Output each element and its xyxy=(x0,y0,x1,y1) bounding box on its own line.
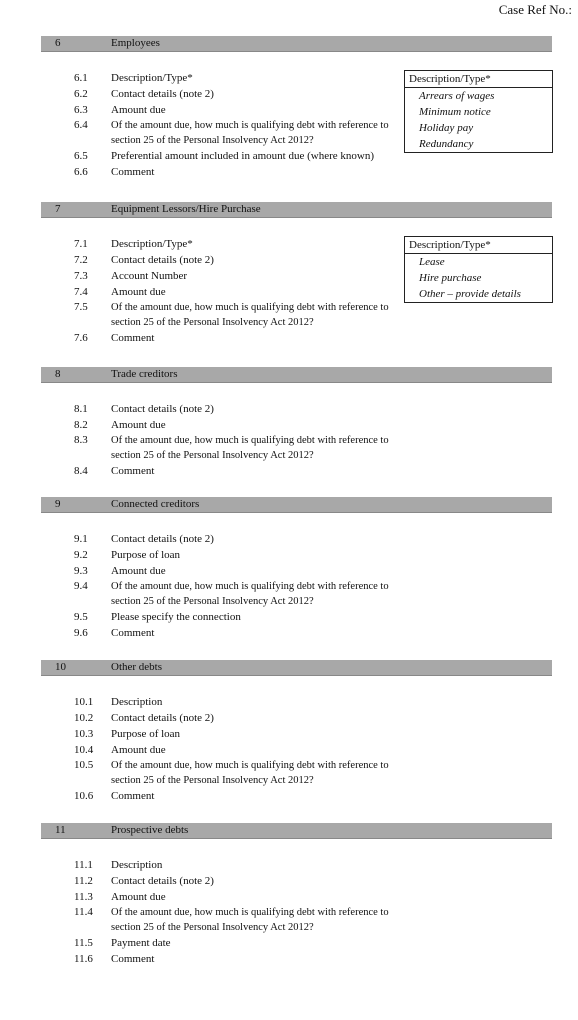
section-title: Equipment Lessors/Hire Purchase xyxy=(111,203,261,215)
item-text: Of the amount due, how much is qualifying debt with reference to section 25 of the Personal Insolvency Act 2012? xyxy=(111,120,389,146)
list-item xyxy=(41,726,552,742)
item-number: 9.6 xyxy=(74,627,88,639)
item-number: 11.1 xyxy=(74,859,93,871)
item-number: 10.1 xyxy=(74,696,94,708)
item-text: Purpose of loan xyxy=(111,728,181,740)
section-title: Employees xyxy=(111,37,160,49)
item-number: 9.3 xyxy=(74,565,88,577)
item-text: Comment xyxy=(111,332,155,344)
section-number: 6 xyxy=(55,37,61,49)
item-text: Purpose of loan xyxy=(111,549,181,561)
item-text: Of the amount due, how much is qualifying debt with reference to section 25 of the Personal Insolvency Act 2012? xyxy=(111,907,389,933)
item-text: Of the amount due, how much is qualifying debt with reference to section 25 of the Personal Insolvency Act 2012? xyxy=(111,435,389,461)
list-item xyxy=(41,889,552,905)
section-title: Trade creditors xyxy=(111,368,178,380)
item-number: 10.6 xyxy=(74,790,94,802)
list-item xyxy=(41,579,552,609)
type-option: Other – provide details xyxy=(419,288,521,300)
list-item xyxy=(41,788,552,804)
section-10 xyxy=(41,660,552,804)
item-text: Amount due xyxy=(111,419,166,431)
item-number: 9.1 xyxy=(74,533,88,545)
item-list xyxy=(41,857,552,967)
list-item xyxy=(41,463,552,479)
item-number: 10.5 xyxy=(74,759,94,771)
type-option: Arrears of wages xyxy=(419,90,495,102)
item-text: Comment xyxy=(111,627,155,639)
type-box-header: Description/Type* xyxy=(405,237,552,254)
list-item xyxy=(41,547,552,563)
item-text: Account Number xyxy=(111,270,188,282)
section-header xyxy=(41,497,552,513)
item-text: Contact details (note 2) xyxy=(111,88,214,100)
item-number: 9.2 xyxy=(74,549,88,561)
list-item xyxy=(41,531,552,547)
item-number: 9.5 xyxy=(74,611,88,623)
type-option: Minimum notice xyxy=(419,106,491,118)
list-item xyxy=(41,857,552,873)
section-9 xyxy=(41,497,552,641)
section-6 xyxy=(41,36,552,180)
list-item xyxy=(41,694,552,710)
type-option: Redundancy xyxy=(419,138,474,150)
item-text: Amount due xyxy=(111,565,166,577)
description-type-box xyxy=(404,70,553,153)
list-item xyxy=(41,417,552,433)
section-title: Prospective debts xyxy=(111,824,189,836)
item-text: Description xyxy=(111,696,163,708)
section-header xyxy=(41,823,552,839)
item-number: 6.5 xyxy=(74,150,88,162)
item-text: Payment date xyxy=(111,937,171,949)
item-text: Comment xyxy=(111,790,155,802)
item-number: 8.4 xyxy=(74,465,88,477)
type-option: Lease xyxy=(419,256,445,268)
item-list xyxy=(41,401,552,479)
item-list xyxy=(41,236,552,346)
item-number: 7.1 xyxy=(74,238,88,250)
list-item xyxy=(41,330,552,346)
item-number: 7.4 xyxy=(74,286,88,298)
item-number: 6.3 xyxy=(74,104,88,116)
item-number: 7.6 xyxy=(74,332,88,344)
list-item xyxy=(41,625,552,641)
type-option: Hire purchase xyxy=(419,272,482,284)
section-number: 11 xyxy=(55,824,66,836)
item-number: 7.5 xyxy=(74,301,88,313)
item-text: Description xyxy=(111,859,163,871)
section-header xyxy=(41,660,552,676)
item-text: Of the amount due, how much is qualifying debt with reference to section 25 of the Personal Insolvency Act 2012? xyxy=(111,302,389,328)
item-text: Contact details (note 2) xyxy=(111,403,214,415)
section-number: 8 xyxy=(55,368,61,380)
item-number: 8.3 xyxy=(74,434,88,446)
list-item xyxy=(41,609,552,625)
item-number: 6.2 xyxy=(74,88,88,100)
list-item xyxy=(41,710,552,726)
item-text: Of the amount due, how much is qualifying debt with reference to section 25 of the Personal Insolvency Act 2012? xyxy=(111,581,389,607)
item-text: Amount due xyxy=(111,104,166,116)
item-number: 11.4 xyxy=(74,906,93,918)
item-number: 10.3 xyxy=(74,728,94,740)
item-text: Please specify the connection xyxy=(111,611,241,623)
case-ref-label: Case Ref No.: xyxy=(498,2,572,17)
list-item xyxy=(41,758,552,788)
list-item xyxy=(41,905,552,935)
section-title: Connected creditors xyxy=(111,498,200,510)
section-header xyxy=(41,202,552,218)
item-number: 6.4 xyxy=(74,119,88,131)
list-item xyxy=(41,300,552,330)
section-11 xyxy=(41,823,552,967)
item-text: Comment xyxy=(111,166,155,178)
section-number: 10 xyxy=(55,661,66,673)
type-box-header: Description/Type* xyxy=(405,71,552,88)
item-number: 10.4 xyxy=(74,744,94,756)
item-text: Amount due xyxy=(111,286,166,298)
list-item xyxy=(41,935,552,951)
item-list xyxy=(41,70,552,180)
item-text: Description/Type* xyxy=(111,72,193,84)
list-item xyxy=(41,951,552,967)
item-text: Amount due xyxy=(111,744,166,756)
list-item xyxy=(41,433,552,463)
item-number: 6.6 xyxy=(74,166,88,178)
item-number: 7.2 xyxy=(74,254,88,266)
section-title: Other debts xyxy=(111,661,163,673)
section-8 xyxy=(41,367,552,479)
item-list xyxy=(41,531,552,641)
item-number: 10.2 xyxy=(74,712,94,724)
list-item xyxy=(41,873,552,889)
item-number: 11.3 xyxy=(74,891,93,903)
item-number: 11.2 xyxy=(74,875,93,887)
section-7 xyxy=(41,202,552,346)
item-number: 11.6 xyxy=(74,953,93,965)
item-text: Contact details (note 2) xyxy=(111,254,214,266)
item-text: Of the amount due, how much is qualifying debt with reference to section 25 of the Personal Insolvency Act 2012? xyxy=(111,760,389,786)
item-text: Contact details (note 2) xyxy=(111,875,214,887)
type-option: Holiday pay xyxy=(419,122,474,134)
item-number: 8.1 xyxy=(74,403,88,415)
section-header xyxy=(41,367,552,383)
section-number: 9 xyxy=(55,498,61,510)
list-item xyxy=(41,401,552,417)
item-text: Preferential amount included in amount due (where known) xyxy=(111,150,375,162)
list-item xyxy=(41,742,552,758)
item-number: 9.4 xyxy=(74,580,88,592)
item-number: 6.1 xyxy=(74,72,88,84)
description-type-box xyxy=(404,236,553,303)
item-text: Contact details (note 2) xyxy=(111,533,214,545)
item-text: Amount due xyxy=(111,891,166,903)
section-header xyxy=(41,36,552,52)
item-text: Comment xyxy=(111,953,155,965)
item-number: 7.3 xyxy=(74,270,88,282)
item-text: Description/Type* xyxy=(111,238,193,250)
item-number: 11.5 xyxy=(74,937,93,949)
list-item xyxy=(41,164,552,180)
section-number: 7 xyxy=(55,203,61,215)
item-number: 8.2 xyxy=(74,419,88,431)
list-item xyxy=(41,563,552,579)
item-text: Comment xyxy=(111,465,155,477)
item-text: Contact details (note 2) xyxy=(111,712,214,724)
item-list xyxy=(41,694,552,804)
